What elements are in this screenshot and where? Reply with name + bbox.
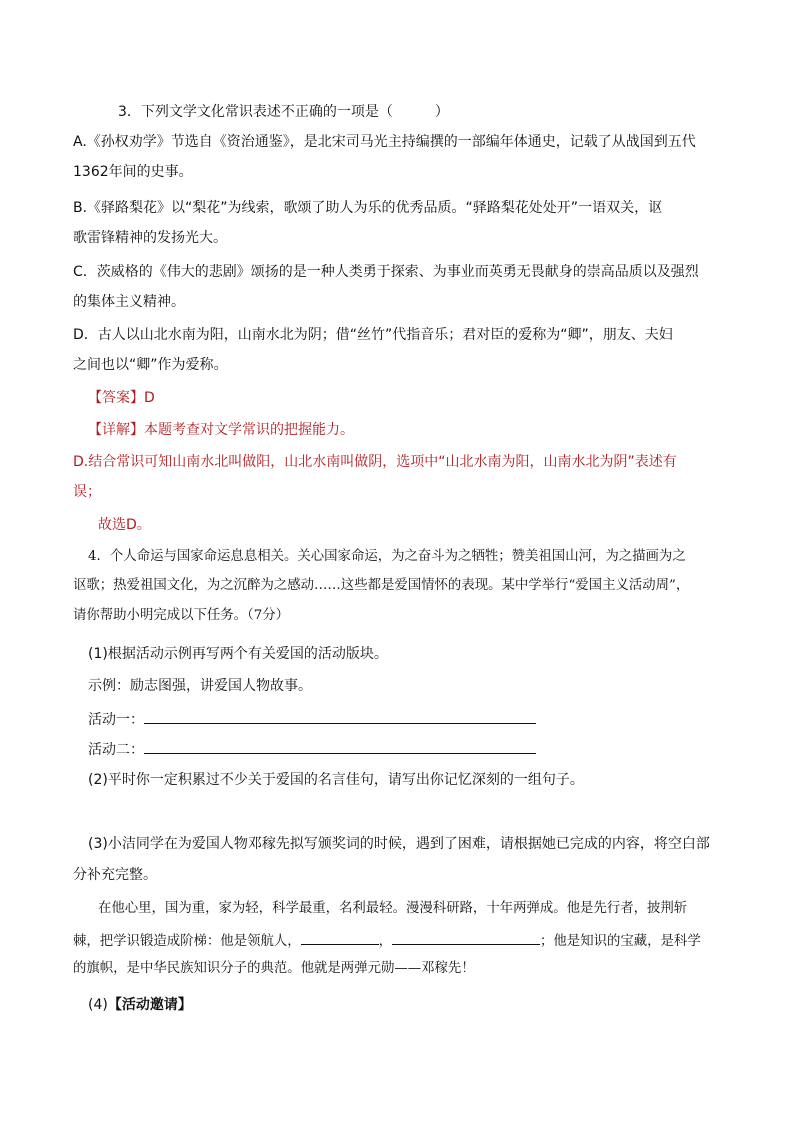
award-blank-2[interactable] [392,929,540,945]
q4-part3-line2: 分补充完整。 [73,867,157,883]
activity1-label: 活动一： [88,712,144,728]
q3-explanation-line2: 误； [73,484,101,500]
award-text-comma: ， [378,934,393,949]
award-text-line2 [73,929,701,952]
activity2-blank[interactable] [144,738,536,754]
q3-option-b-line1: B.《驿路梨花》以“梨花”为线索，歌颂了助人为乐的优秀品质。“驿路梨花处处开”一语双关，讴 [73,200,663,216]
q4-intro-line1: 4．个人命运与国家命运息息相关。关心国家命运，为之奋斗为之牺牲；赞美祖国山河，为之描画为之 [88,549,686,564]
q3-option-a-line1: A.《孙权劝学》节选自《资治通鉴》，是北宋司马光主持编撰的一部编年体通史，记载了从战国到五代 [73,134,696,150]
q3-option-a-line2: 1362年间的史事。 [73,164,193,180]
q3-answer: 【答案】D [88,390,155,406]
award-text-line3: 的旗帜，是中华民族知识分子的典范。他就是两弹元勋——邓稼先！ [73,961,475,976]
q3-stem: 3．下列文学文化常识表述不正确的一项是（ ） [118,104,449,120]
activity2-label: 活动二： [88,742,144,758]
q4-activity1-row [88,708,536,730]
q4-intro-line3: 请你帮助小明完成以下任务。（7分） [73,608,290,623]
q3-option-c-line2: 的集体主义精神。 [73,294,185,310]
part4-number: (4) [88,997,108,1013]
q3-option-d-line2: 之间也以“卿”作为爱称。 [73,357,228,373]
q4-part1-prompt: (1)根据活动示例再写两个有关爱国的活动版块。 [88,646,388,662]
q3-option-c-line1: C．茨威格的《伟大的悲剧》颂扬的是一种人类勇于探索、为事业而英勇无畏献身的崇高品质以及强烈 [73,264,699,280]
q3-option-b-line2: 歌雷锋精神的发扬光大。 [73,230,227,246]
q3-explanation-line1: D.结合常识可知山南水北叫做阳，山北水南叫做阴，选项中“山北水南为阳，山南水北为阴”表述有 [73,454,677,470]
award-text-line1: 在他心里，国为重，家为轻，科学最重，名利最轻。漫漫科研路，十年两弹成。他是先行者，披荆斩 [98,901,688,916]
q4-part3-line1: (3)小洁同学在为爱国人物邓稼先拟写颁奖词的时候，遇到了困难，请根据她已完成的内容，将空白部 [88,836,710,852]
activity-invitation-heading: 【活动邀请】 [107,997,192,1013]
award-blank-1[interactable] [301,929,379,945]
award-text-part1: 棘，把学识锻造成阶梯：他是领航人， [73,934,301,949]
q3-option-d-line1: D．古人以山北水南为阳，山南水北为阴；借“丝竹”代指音乐；君对臣的爱称为“卿”，朋友、夫妇 [73,327,673,343]
award-text-part2: ；他是知识的宝藏，是科学 [540,934,701,949]
activity1-blank[interactable] [144,708,536,724]
q3-choose: 故选D。 [98,517,151,533]
q4-part4-row [88,995,192,1015]
q4-part2-prompt: (2)平时你一定积累过不少关于爱国的名言佳句，请写出你记忆深刻的一组句子。 [88,772,584,788]
q3-detail: 【详解】本题考查对文学常识的把握能力。 [88,422,354,438]
q4-intro-line2: 讴歌；热爱祖国文化，为之沉醉为之感动……这些都是爱国情怀的表现。某中学举行“爱国主义活动周”， [73,578,690,593]
q4-activity2-row [88,738,536,760]
q4-example: 示例：励志图强，讲爱国人物故事。 [88,678,312,694]
